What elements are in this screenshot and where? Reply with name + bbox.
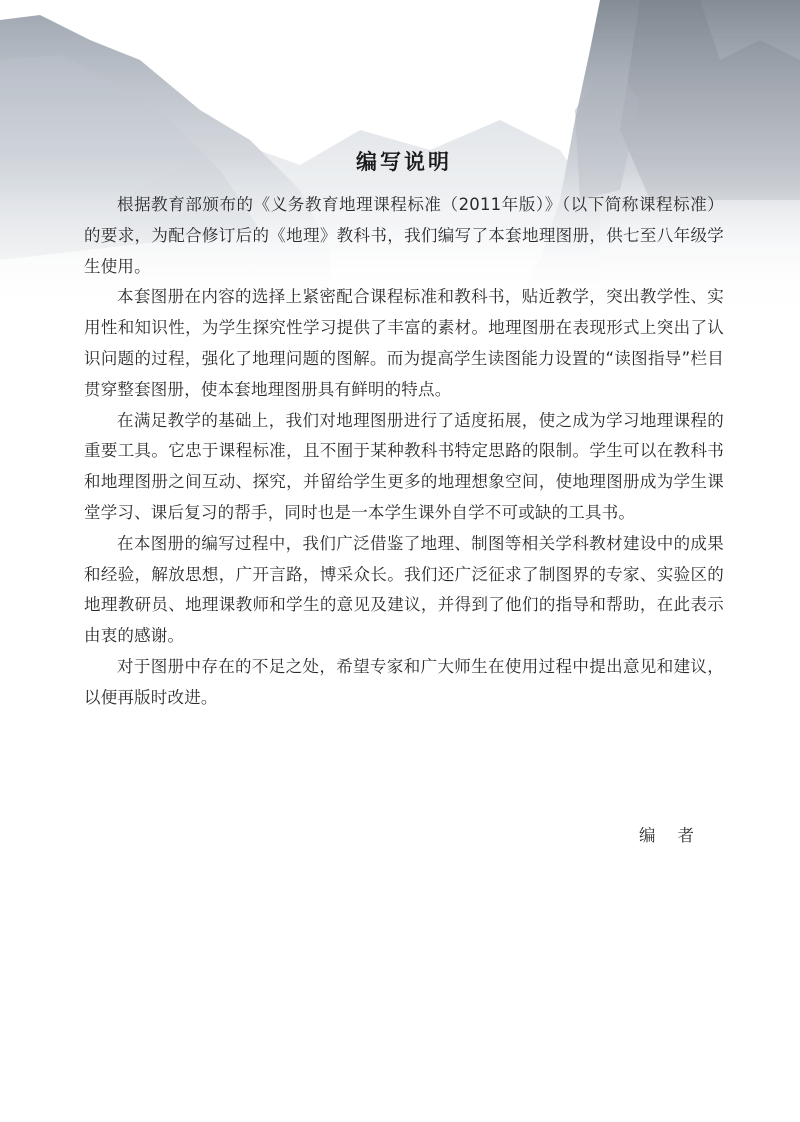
paragraph: 在本图册的编写过程中，我们广泛借鉴了地理、制图等相关学科教材建设中的成果和经验，解放思想，广开言路，博采众长。我们还广泛征求了制图界的专家、实验区的地理教研员、地理课教师和学生的意见及建议，并得到了他们的指导和帮助，在此表示由衷的感谢。: [84, 533, 724, 646]
document-body: [84, 190, 724, 714]
paragraph: 在满足教学的基础上，我们对地理图册进行了适度拓展，使之成为学习地理课程的重要工具。它忠于课程标准，且不囿于某种教科书特定思路的限制。学生可以在教科书和地理图册之间互动、探究，并留给学生更多的地理想象空间，使地理图册成为学生课堂学习、课后复习的帮手，同时也是一本学生课外自学不可或缺的工具书。: [84, 410, 724, 522]
paragraph: 对于图册中存在的不足之处，希望专家和广大师生在使用过程中提出意见和建议，以便再版时改进。: [84, 656, 724, 707]
author-signature: 编者: [639, 826, 716, 845]
paragraph: 本套图册在内容的选择上紧密配合课程标准和教科书，贴近教学，突出教学性、实用性和知识性，为学生探究性学习提供了丰富的素材。地理图册在表现形式上突出了认识问题的过程，强化了地理问题的图解。而为提高学生读图能力设置的“读图指导”栏目贯穿整套图册，使本套地理图册具有鲜明的特点。: [84, 287, 724, 399]
paragraph: 根据教育部颁布的《义务教育地理课程标准（2011年版）》（以下简称课程标准）的要求，为配合修订后的《地理》教科书，我们编写了本套地理图册，供七至八年级学生使用。: [84, 195, 724, 276]
page-title: 编写说明: [356, 150, 452, 174]
